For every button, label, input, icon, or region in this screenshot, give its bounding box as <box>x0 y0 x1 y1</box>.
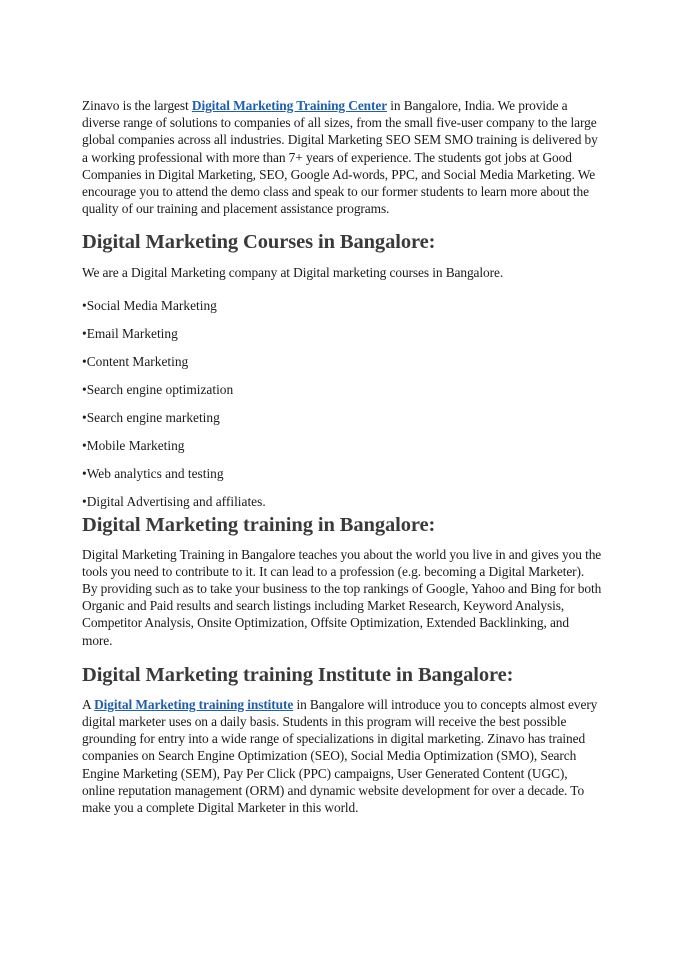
training-center-link[interactable]: Digital Marketing Training Center <box>191 98 388 113</box>
training-paragraph: Digital Marketing Training in Bangalore teaches you about the world you live in and gives you the tools you need to contribute to it. It can lead to a profession (e.g. becoming a Digital Marketer). By providing such as to take your business to the top rankings of Google, Yahoo and Bing for both Organic and Paid results and search listings including Market Research, Keyword Analysis, Competitor Analysis, Onsite Optimization, Offsite Optimization, Extended Backlinking, and more. <box>82 546 602 648</box>
training-institute-link[interactable]: Digital Marketing training institute <box>94 696 294 712</box>
list-item: •Content Marketing <box>82 353 189 369</box>
list-item: •Web analytics and testing <box>82 465 224 481</box>
institute-text-start: A <box>82 696 95 712</box>
institute-paragraph <box>82 696 602 816</box>
list-item: •Email Marketing <box>82 325 178 341</box>
list-item: •Search engine optimization <box>82 381 234 397</box>
intro-text-start: Zinavo is the largest <box>82 98 192 113</box>
document-page <box>82 97 602 816</box>
list-item: •Search engine marketing <box>82 409 220 425</box>
list-item: •Mobile Marketing <box>82 437 185 453</box>
intro-text-rest: in Bangalore, India. We provide a diverse range of solutions to companies of all sizes, from the small five-user company to the large global companies across all industries. Digital Marketing SEO SEM SMO training is delivered by a working professional with more than 7+ years of experience. The students got jobs at Good Companies in Digital Marketing, SEO, Google Ad-words, PPC, and Social Media Marketing. We encourage you to attend the demo class and speak to our former students to learn more about the quality of our training and placement assistance programs. <box>82 98 598 217</box>
list-item: •Digital Advertising and affiliates. <box>82 493 266 509</box>
training-heading: Digital Marketing training in Bangalore: <box>82 513 436 536</box>
list-item: •Social Media Marketing <box>82 297 217 313</box>
institute-heading: Digital Marketing training Institute in Bangalore: <box>82 663 514 686</box>
courses-intro-text: We are a Digital Marketing company at Digital marketing courses in Bangalore. <box>82 265 504 281</box>
intro-paragraph <box>82 97 602 217</box>
courses-list <box>82 297 602 513</box>
courses-heading: Digital Marketing Courses in Bangalore: <box>82 231 436 254</box>
institute-text-rest: in Bangalore will introduce you to concepts almost every digital marketer uses on a daily basis. Students in this program will receive the best possible grounding for entry into a wide range of specializations in digital marketing. Zinavo has trained companies on Search Engine Optimization (SEO), Social Media Optimization (SMO), Search Engine Marketing (SEM), Pay Per Click (PPC) campaigns, User Generated Content (UGC), online reputation management (ORM) and dynamic website development for over a decade. To make you a complete Digital Marketer in this world. <box>82 696 598 816</box>
